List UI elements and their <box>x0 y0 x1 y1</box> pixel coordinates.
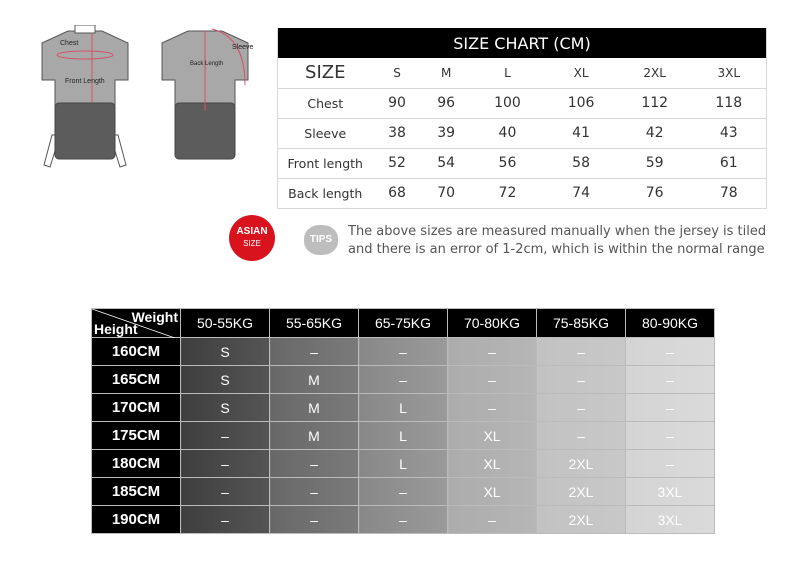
size-cell: 2XL <box>537 478 626 506</box>
measure-value: 40 <box>471 118 545 148</box>
size-cell: – <box>626 366 715 394</box>
height-label: 165CM <box>92 366 181 394</box>
size-cell: S <box>181 394 270 422</box>
size-col: 3XL <box>691 58 766 88</box>
measure-value: 52 <box>373 148 422 178</box>
size-chart-title: SIZE CHART (CM) <box>278 28 767 58</box>
corner-header: Weight Height <box>92 309 181 338</box>
size-cell: – <box>359 366 448 394</box>
size-cell: M <box>270 422 359 450</box>
weight-col: 55-65KG <box>270 309 359 338</box>
size-cell: – <box>359 338 448 366</box>
size-cell: – <box>270 478 359 506</box>
measure-value: 70 <box>422 178 471 208</box>
measure-value: 90 <box>373 88 422 118</box>
size-cell: 2XL <box>537 450 626 478</box>
size-cell: 3XL <box>626 478 715 506</box>
size-cell: – <box>359 478 448 506</box>
size-cell: M <box>270 394 359 422</box>
size-cell: 3XL <box>626 506 715 534</box>
measure-value: 59 <box>618 148 692 178</box>
measure-value: 43 <box>691 118 766 148</box>
size-row <box>278 178 767 208</box>
weight-col: 65-75KG <box>359 309 448 338</box>
size-cell: XL <box>448 450 537 478</box>
height-label: 170CM <box>92 394 181 422</box>
measure-label: Front length <box>278 148 373 178</box>
tips-icon: TIPS <box>304 225 338 255</box>
size-cell: – <box>181 478 270 506</box>
height-row <box>92 338 715 366</box>
size-cell: – <box>626 338 715 366</box>
measure-value: 78 <box>691 178 766 208</box>
size-col: M <box>422 58 471 88</box>
front-length-label: Front Length <box>65 78 105 85</box>
chest-label: Chest <box>60 40 79 47</box>
sleeve-label: Sleeve <box>232 44 254 51</box>
front-figure <box>42 25 128 167</box>
size-cell: – <box>448 338 537 366</box>
size-col: XL <box>544 58 618 88</box>
weight-col: 70-80KG <box>448 309 537 338</box>
height-label: 180CM <box>92 450 181 478</box>
size-cell: – <box>448 394 537 422</box>
height-row <box>92 394 715 422</box>
measure-value: 58 <box>544 148 618 178</box>
tips-line: and there is an error of 1-2cm, which is within the normal range <box>348 242 765 257</box>
measure-value: 118 <box>691 88 766 118</box>
measure-value: 54 <box>422 148 471 178</box>
measure-value: 41 <box>544 118 618 148</box>
size-cell: L <box>359 394 448 422</box>
size-cell: – <box>181 422 270 450</box>
weight-height-table <box>91 308 715 534</box>
size-chart-table <box>277 28 767 209</box>
height-label: 190CM <box>92 506 181 534</box>
size-cell: – <box>626 394 715 422</box>
size-col: 2XL <box>618 58 692 88</box>
size-row <box>278 118 767 148</box>
size-cell: S <box>181 366 270 394</box>
size-cell: – <box>270 450 359 478</box>
measure-label: Back length <box>278 178 373 208</box>
measure-value: 38 <box>373 118 422 148</box>
back-length-label: Back Length <box>190 61 224 67</box>
size-cell: – <box>181 506 270 534</box>
size-cell: – <box>270 506 359 534</box>
size-row <box>278 148 767 178</box>
size-cell: – <box>537 394 626 422</box>
size-cell: – <box>626 450 715 478</box>
measure-label: Chest <box>278 88 373 118</box>
size-cell: 2XL <box>537 506 626 534</box>
height-row <box>92 422 715 450</box>
back-figure <box>162 29 254 159</box>
measure-value: 76 <box>618 178 692 208</box>
weight-col: 75-85KG <box>537 309 626 338</box>
asian-size-badge: ASIAN SIZE <box>229 215 275 261</box>
tips-line: The above sizes are measured manually when the jersey is tiled <box>348 224 767 239</box>
height-label: 185CM <box>92 478 181 506</box>
size-row <box>278 88 767 118</box>
measure-value: 106 <box>544 88 618 118</box>
measure-value: 68 <box>373 178 422 208</box>
height-label: 175CM <box>92 422 181 450</box>
measure-label: Sleeve <box>278 118 373 148</box>
height-row <box>92 478 715 506</box>
tips-note <box>348 223 766 259</box>
size-cell: – <box>537 422 626 450</box>
measure-value: 72 <box>471 178 545 208</box>
size-cell: – <box>626 422 715 450</box>
size-col: L <box>471 58 545 88</box>
size-header: SIZE <box>278 58 373 88</box>
size-cell: – <box>181 450 270 478</box>
weight-col: 50-55KG <box>181 309 270 338</box>
size-cell: L <box>359 450 448 478</box>
height-row <box>92 450 715 478</box>
measure-value: 61 <box>691 148 766 178</box>
size-cell: S <box>181 338 270 366</box>
height-label: 160CM <box>92 338 181 366</box>
height-row <box>92 366 715 394</box>
measure-value: 42 <box>618 118 692 148</box>
size-cell: – <box>537 338 626 366</box>
measure-value: 74 <box>544 178 618 208</box>
measure-value: 39 <box>422 118 471 148</box>
size-cell: M <box>270 366 359 394</box>
height-row <box>92 506 715 534</box>
size-cell: XL <box>448 478 537 506</box>
measure-value: 112 <box>618 88 692 118</box>
size-cell: XL <box>448 422 537 450</box>
size-cell: – <box>537 366 626 394</box>
size-cell: – <box>359 506 448 534</box>
measure-value: 56 <box>471 148 545 178</box>
weight-col: 80-90KG <box>626 309 715 338</box>
size-cell: L <box>359 422 448 450</box>
size-cell: – <box>448 506 537 534</box>
measure-value: 100 <box>471 88 545 118</box>
size-cell: – <box>270 338 359 366</box>
measure-value: 96 <box>422 88 471 118</box>
measurement-figures <box>30 25 270 195</box>
size-cell: – <box>448 366 537 394</box>
size-col: S <box>373 58 422 88</box>
